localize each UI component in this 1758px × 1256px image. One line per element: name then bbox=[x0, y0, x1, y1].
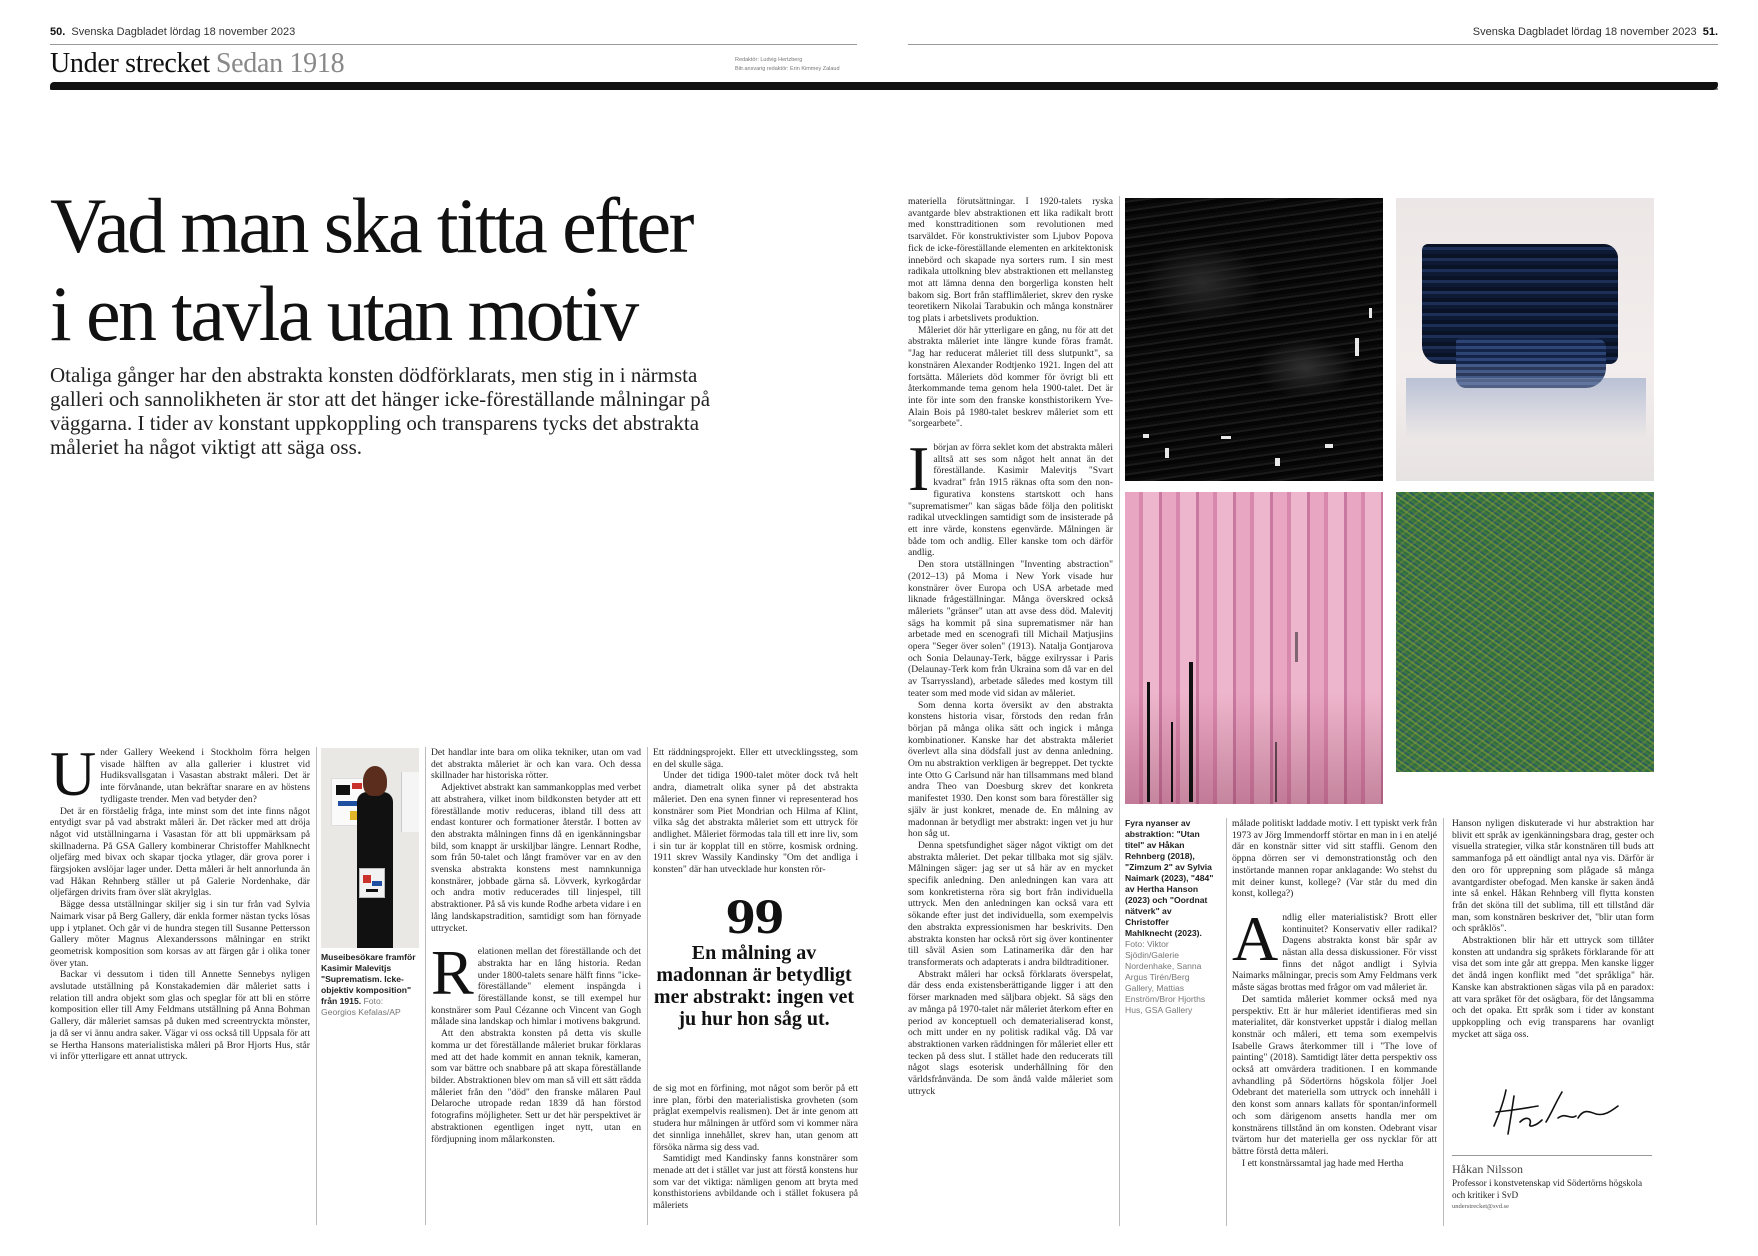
col5-paragraph-2: Måleriet dör här ytterligare en gång, nu för att det abstrakta måleriet inte längre kunde föras framåt. "Jag har reducerat måleriet till dess slutpunkt", sa konstnären Alexander Rodtjenko 1921. Ingen del att fortsätta. Måleriets död kommer för övrigt bli ett återkommande tema genom hela 1900-talet. Det är inte för inte som den franske konsthistorikern Yve-Alain Bois på 1980-talet beskrev måleriet som ett "sorgearbete". bbox=[908, 324, 1113, 430]
painting-mahlknecht bbox=[1396, 492, 1654, 772]
column-rule bbox=[647, 747, 648, 1225]
column-rule bbox=[1226, 818, 1227, 1226]
paintings-credit: Foto: Viktor Sjödin/Galerie Nordenhake, Sanna Argus Tirén/Berg Gallery, Mattias Enström/Bror Hjorths Hus, GSA Gallery bbox=[1125, 939, 1206, 1015]
col4-paragraph-1: Ett räddningsprojekt. Eller ett utvecklingssteg, som en del skulle säga. bbox=[653, 747, 858, 770]
col6-paragraph-2: ndlig eller materialistisk? Brott eller kontinuitet? Konservativ eller radikal? Dagens abstrakta konst bär spår av nästan alla dessa diskussioner. För visst finns det något andligt i Sylvia Naimarks målningar, precis som Amy Feldmans verk måste sägas brottas med frågor om vad måleriet är. bbox=[1232, 911, 1437, 994]
column-rule bbox=[316, 747, 317, 1225]
paintings-caption bbox=[1125, 818, 1215, 1016]
body-column-3 bbox=[431, 747, 641, 1225]
dropcap-r: R bbox=[431, 937, 474, 1009]
col3-paragraph-4: Att den abstrakta konsten på detta vis skulle komma ur det föreställande måleriet brukar förklaras med att det hade kommit en annan teknik, kameran, som var bättre och snabbare på att skapa föreställande bilder. Abstraktionen blev om man så vill ett sätt rädda måleriet från den "död" den franske målaren Paul Delaroche utropade redan 1839 då han förstod fotografins möjligheter. Sett ur det här perspektivet är abstraktionen egentligen inget nytt, utan en fördjupning inom målarkonsten. bbox=[431, 1028, 641, 1145]
painting-rehnberg bbox=[1125, 198, 1383, 481]
section-head bbox=[50, 48, 344, 80]
wall-painting bbox=[401, 772, 419, 832]
col3-paragraph-2: Adjektivet abstrakt kan sammankopplas med verbet att abstrahera, vilket inom bildkonsten betyder att ett föreställande motiv reduceras, ibland till dess att endast konturer och formationer återstår. I botten av den abstrakta målningen finns då en igenkänningsbar bild, som knappt är urskiljbar längre. Lennart Rodhe, som från 50-talet och långt framöver var en av den svenska abstrakta konstens mest namnkunniga konstnärer, jobbade gärna så. Lövverk, kyrkogårdar och andra motiv reducerades till linjespel, till abstraktioner. På så vis kunde Rodhe arbeta vidare i en lång landskapstradition, samtidigt som han förnyade uttrycket. bbox=[431, 782, 641, 934]
author-title: Professor i konstvetenskap vid Södertörns högskola och kritiker i SvD bbox=[1452, 1178, 1643, 1200]
col5-paragraph-3: början av förra seklet kom det abstrakta måleri alltså att ses som något helt annat än det föreställande. Kasimir Malevitjs "Svart kvadrat" från 1915 räknas ofta som den non-figurativa konstens startskott och hans "suprematismer" kan sägas både följa den politiskt radikal utvecklingen samtidigt som de insisterade på ett inre värde, konstens egenvärde. Målningen är både tom och andlig. Eller kanske tom och därför andlig. bbox=[908, 442, 1113, 559]
body-column-6 bbox=[1232, 818, 1437, 1226]
museum-visitor-photo bbox=[321, 748, 419, 948]
column-rule bbox=[1443, 818, 1444, 1226]
col5-paragraph-7: Abstrakt måleri har också förklarats överspelat, där dess enda existensberättigande ligger i att den förser marknaden med säljbara objekt. Så sägs den av många på 1970-talet när måleriet återkom efter en period av konceptuell och dematerialiserad konst, och mitt under en ny politisk radikal våg. Då var abstraktionen varken räddningen för måleriet eller ett tecken på dess slut. I stället hade den reducerats till något slags esoterisk underhållning för den världsfrånvända. De som ändå valde måleriet som uttryck bbox=[908, 968, 1113, 1097]
col7-paragraph-1: Hanson nyligen diskuterade vi hur abstraktion har blivit ett språk av igenkänningsbara drag, gester och visuella strategier, vilka står konstnären till buds att sammanfoga på ett oändligt antal nya vis. Därför är den oro för upprepning som plågade så många avantgardister obefogad. Men kanske är saken ändå inte så enkel. Håkan Rehnberg vill flytta konsten från det sköna till det sublima, till ett tillstånd där man, som konstnären beskriver det, "blir utan form och språklös". bbox=[1452, 818, 1654, 935]
col6-paragraph-1: målade politiskt laddade motiv. I ett typiskt verk från 1973 av Jörg Immendorff störtar en man in i en ateljé där en konstnär sitter vid sitt staffli. Genom den öppna dörren ser vi demonstrationståg och den instörtande mannen ropar anklagande: Wo stehst du mit deiner kunst, kollege? (Var står du med din konst, kollega?) bbox=[1232, 818, 1437, 900]
author-name: Håkan Nilsson bbox=[1452, 1162, 1523, 1176]
headline-line-1: Vad man ska titta efter bbox=[50, 182, 692, 269]
painting-hanson bbox=[1125, 492, 1383, 804]
paper-date-right: Svenska Dagbladet lördag 18 november 2023 bbox=[1472, 26, 1697, 38]
col1-paragraph-3: Bägge dessa utställningar skiljer sig i sin tur från vad Sylvia Naimark visar på Berg Gallery, där enkla former nästan tycks lösas upp i ytplanet. Och går vi de hundra stegen till Susanne Pettersson Gallery möter Magnus Alexanderssons målningar en strikt geometrisk komposition som korsas av att färgen går i olika toner över ytan. bbox=[50, 899, 310, 969]
col1-paragraph-1: nder Gallery Weekend i Stockholm förra helgen visade hälften av alla gallerier i klustret vid Hudiksvallsgatan i Vasastan abstrakt måleri. Det är inte förvånande, utan bekräftar snarare en av höstens tydligaste trender. Men vad betyder den? bbox=[100, 747, 310, 805]
photo-caption bbox=[321, 952, 419, 1018]
col4-paragraph-4: Samtidigt med Kandinsky fanns konstnärer som menade att det i stället var just att förstå konstens hur som var det viktiga: nämligen genom att bryta med konsthistoriens avbildande och i stället fokusera på måleriets bbox=[653, 1153, 858, 1212]
page-number-right: 51. bbox=[1702, 26, 1718, 38]
section-since: Sedan 1918 bbox=[215, 48, 345, 79]
paintings-caption-text: Fyra nyanser av abstraktion: "Utan titel" av Håkan Rehnberg (2018), "Zimzum 2" av Sylvia Naimark (2023), "484" av Hertha Hanson (2023) och "Oordnat nätverk" av Christoffer Mahlknecht (2023). bbox=[1125, 818, 1214, 938]
folio-right bbox=[1473, 26, 1718, 38]
col5-paragraph-1: materiella förutsättningar. I 1920-talets ryska avantgarde blev abstraktionen ett lika radikalt brott med konsttraditionen som revolutionen med tsarväldet. För konstruktivister som Ljubov Popova fick de icke-föreställande elementen en arkitektonisk innebörd och skapade nya sorters rum. I sin mest radikala uttolkning blev abstraktionen ett mellansteg mot att lämna denna den borgerliga konsten helt bakom sig. Bort från stafflimåleriet, skrev den ryske teoretikern Nikolai Tarabukin och många konstnärer tog plats i arbetslivets produktion. bbox=[908, 196, 1113, 325]
author-email[interactable]: understrecket@svd.se bbox=[1452, 1203, 1510, 1210]
dropcap-u: U bbox=[50, 747, 97, 809]
col6-paragraph-4: I ett konstnärssamtal jag hade med Hertha bbox=[1242, 1157, 1404, 1169]
editor-line-1: Redaktör: Ludvig Hertzberg bbox=[735, 57, 803, 63]
col6-paragraph-3: Det samtida måleriet kommer också med nya perspektiv. Ett är hur måleriet identifieras med sin materialitet, där konstverket uppstår i dialog mellan konstnär och måleri, ett tema som exempelvis Isabelle Graws återkommer till i "The love of painting" (2018). Samtidigt läter detta perspektiv oss också att omvärdera traditionen. I en kommande avhandling på Södertörns högskola följer Joel Odebrant det materiella som uttryck och innehåll i den konst som annars kallats för spontan/informell och som därigenom ansetts handla mer om konstnärens tillstånd än om konsten. Odebrant visar tvärtom hur det materiella ger oss nycklar för att bättre förstå detta måleri. bbox=[1232, 993, 1437, 1157]
photo-credit: Foto: Georgios Kefalas/AP bbox=[321, 996, 401, 1017]
paper-date-left: Svenska Dagbladet lördag 18 november 2023 bbox=[71, 26, 296, 38]
page-number-left: 50. bbox=[50, 26, 66, 38]
col5-paragraph-6: Denna spetsfundighet säger något viktigt om det abstrakta måleriet. Det pekar tillbaka mot sig själv. Målningen säger: jag ser ut så här av en mycket specifik anledning. Den anledningen kan vara att som konkretisterna röra sig bort från individuella uttryck. Men den anledningen kan också vara ett sökande efter just det individuella, som exempelvis den abstrakta expressionismen har beskrivits. Den abstrakta konsten har också rört sig över kontinenter till såväl Asien som Latinamerika där den har transformerats och adapterats i andra bildtraditioner. bbox=[908, 839, 1113, 968]
col7-paragraph-2: Abstraktionen blir här ett uttryck som tillåter konsten att undandra sig språkets förklarande för att visa det som inte går att greppa. Men kanske ligger det ändå ingen konflikt med "det språkliga" här. Kanske kan abstraktionen sägas vila på en paradox: att vara språket för det osägbara, för det långsamma och det opaka. Ett språk som i tider av konstant uppkoppling och evig transparens har ovanligt mycket att säga oss. bbox=[1452, 935, 1654, 1040]
col4-paragraph-3: de sig mot en förfining, mot något som berör på ett inre plan, förbi den materialistiska grovheten (som präglat exempelvis realismen). Det är inte genom att studera hur målningen är utförd som vi kommer nära det sinnliga innehållet, skrev han, utan genom att försöka närma sig dess vad. bbox=[653, 1083, 858, 1153]
section-name: Under strecket bbox=[50, 48, 210, 79]
col5-paragraph-5: Som denna korta översikt av den abstrakta konstens historia visar, förstods den redan från början på många olika sätt och ingick i många kombinationer. Kanske har det abstrakta måleriet överlevt alla sina dödsfall just av denna anledning. Om nu abstraktion verkligen är begreppet. Det tyckte inte Otto G Carlsund när han tillsammans med bland andra Theo van Doesburg skrev det konkreta manifestet 1930. Den konst som bara föreställer sig själv är just konkret, menade de. En målning av madonnan är betydligt mer abstrakt: ingen vet ju hur hon såg ut. bbox=[908, 699, 1113, 840]
pull-quote bbox=[652, 893, 856, 1030]
ingress: Otaliga gånger har den abstrakta konsten dödförklarats, men stig in i närmsta galleri och sannolikheten är stor att det hänger icke-föreställande målningar på väggarna. I tider av konstant uppkoppling och transparens tycks det abstrakta måleriet ha något viktigt att säga oss. bbox=[50, 363, 711, 459]
editor-line-2: Bitr.ansvarig redaktör: Erin Kimmey Zalaud bbox=[735, 66, 840, 72]
body-column-4-bottom bbox=[653, 1083, 858, 1225]
body-column-7 bbox=[1452, 818, 1654, 1076]
author-signature bbox=[1486, 1082, 1626, 1142]
body-column-4-top bbox=[653, 747, 858, 893]
col4-paragraph-2: Under det tidiga 1900-talet möter dock två helt andra, diametralt olika syner på det abstrakta måleriet. Den ena synen finner vi representerad hos konstnärer som Piet Mondrian och Hilma af Klint, vilka såg det abstrakta måleriet som ett uttryck för andlighet. Måleriet förmodas tala till ett inre liv, som i sin tur är kopplat till en större, kosmisk ordning. 1911 skrev Wassily Kandinsky "Om det andliga i konsten" där han utvecklade hur konsten rör- bbox=[653, 770, 858, 876]
headline bbox=[50, 182, 870, 358]
visitor-head bbox=[363, 766, 387, 796]
editor-credits bbox=[735, 56, 840, 74]
visitor-bag bbox=[359, 868, 385, 898]
top-rule-left bbox=[50, 44, 857, 45]
col1-paragraph-2: Det är en förståelig fråga, inte minst som det inte finns något entydigt svar på vad abstrakt måleri är. Det räcker med att dröja något vid utställningarna i Vasastan för att bli uppmärksam på skillnaderna. På GSA Gallery kombinerar Christoffer Mahlknecht oljefärg med bivax och skapar tjocka ytlager, där grova porer i färgsjoken avslöjar lager under. Detta måleri är helt annorlunda än vad Håkan Rehnberg ställer ut på Galerie Nordenhake, där oljefärgen drivits fram över slät akrylglas. bbox=[50, 805, 310, 899]
body-column-5 bbox=[908, 196, 1113, 1226]
photo-caption-text: Museibesökare framför Kasimir Malevitjs "Suprematism. Icke-objektiv komposition" från 1915. bbox=[321, 952, 416, 1006]
top-rule-right bbox=[908, 44, 1718, 45]
col1-paragraph-4: Backar vi dessutom i tiden till Annette Sennebys nyligen avslutade utställning på Konstakademien där måleriet satts i relation till andra objekt som glas och speglar för att bli en större komposition eller till Amy Feldmans utställning på Anna Bohman Gallery, där måleriet samsas på duken med screentryckta mönster, ja då ser vi ännu andra saker. Vägar vi oss också till Uppsala för att se Hertha Hansons materialistiska måleri på Bror Hjorts Hus, står vi inför ytterligare ett annat uttryck. bbox=[50, 969, 310, 1063]
col3-paragraph-3: elationen mellan det föreställande och det abstrakta har en lång historia. Redan under 1800-talets senare hälft finns "icke-föreställande" element inspängda i föreställande konst, se till exempel hur konstnärer som Paul Cézanne och Vincent van Gogh målade sina landskap och himlar i motivens bakgrund. bbox=[431, 946, 641, 1028]
dropcap-a: A bbox=[1232, 902, 1279, 974]
pull-quote-text: En målning av madonnan är betydligt mer abstrakt: ingen vet ju hur hon såg ut. bbox=[653, 942, 855, 1030]
col3-paragraph-1: Det handlar inte bara om olika tekniker, utan om vad det abstrakta måleriet är och kan vara. Och dessa skillnader har historiska rötter. bbox=[431, 747, 641, 782]
quote-mark-icon: 99 bbox=[725, 893, 783, 944]
painting-naimark bbox=[1396, 198, 1654, 481]
dropcap-i: I bbox=[908, 433, 930, 505]
body-column-1 bbox=[50, 747, 310, 1225]
author-rule bbox=[1452, 1155, 1652, 1156]
col5-paragraph-4: Den stora utställningen "Inventing abstraction" (2012–13) på Moma i New York visade hur konstnärer över Europa och USA arbetade med liknade frågeställningar. Många överskred också måleriets "gränser" utan att avse dess död. Malevitj sägs ha kommit på sina suprematismer när han arbetade med en scenografi till Michail Matjusjins opera "Seger över solen" (1913). Natalja Gontjarova och Sonia Delaunay-Terk, bägge exilryssar i Paris (Delaunay-Terk kom från Ukraina som då var en del av Tsarryssland), arbetade således med kostym till teater som med mode vid sidan av måleriet. bbox=[908, 559, 1113, 699]
column-rule bbox=[425, 747, 426, 1225]
column-rule bbox=[1119, 196, 1120, 1226]
headline-line-2: i en tavla utan motiv bbox=[50, 270, 637, 357]
brush-stroke-divider bbox=[50, 82, 1718, 90]
painting-naimark-haze bbox=[1406, 378, 1646, 438]
folio-left bbox=[50, 26, 295, 38]
